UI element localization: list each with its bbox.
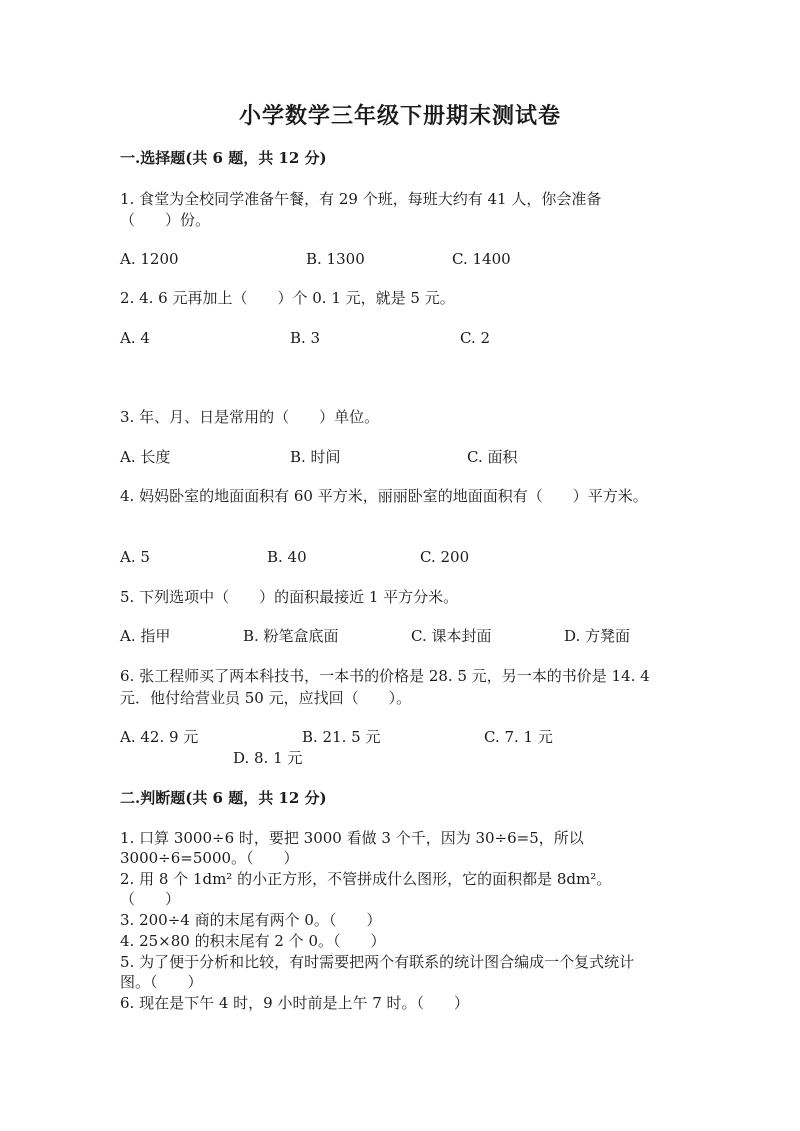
judgment-5-line2: 图。（ ）: [120, 973, 203, 991]
question-3-option-c: C. 面积: [467, 448, 518, 466]
question-5-option-c: C. 课本封面: [411, 627, 492, 645]
question-5-stem: 5. 下列选项中（ ）的面积最接近 1 平方分米。: [120, 588, 459, 606]
judgment-5-line1: 5. 为了便于分析和比较，有时需要把两个有联系的统计图合编成一个复式统计: [120, 953, 635, 971]
question-6-stem-line1: 6. 张工程师买了两本科技书，一本书的价格是 28. 5 元，另一本的书价是 14. 4: [120, 667, 650, 685]
question-3-stem: 3. 年、月、日是常用的（ ）单位。: [120, 408, 380, 426]
question-4-option-c: C. 200: [420, 548, 470, 566]
judgment-1-line2: 3000÷6=5000。（ ）: [120, 849, 299, 867]
judgment-2-line1: 2. 用 8 个 1dm² 的小正方形，不管拼成什么图形，它的面积都是 8dm²。: [120, 870, 612, 888]
question-5-option-a: A. 指甲: [120, 627, 171, 645]
question-2-stem: 2. 4. 6 元再加上（ ）个 0. 1 元，就是 5 元。: [120, 289, 455, 307]
question-1-option-a: A. 1200: [120, 250, 179, 268]
judgment-6: 6. 现在是下午 4 时，9 小时前是上午 7 时。（ ）: [120, 994, 470, 1012]
question-4-stem: 4. 妈妈卧室的地面面积有 60 平方米，丽丽卧室的地面面积有（ ）平方米。: [120, 487, 648, 505]
question-5-option-b: B. 粉笔盒底面: [243, 627, 339, 645]
question-1-option-b: B. 1300: [306, 250, 365, 268]
question-6-option-c: C. 7. 1 元: [484, 728, 553, 746]
section-heading-judgment: 二.判断题(共 6 题，共 12 分): [120, 789, 327, 807]
question-6-option-a: A. 42. 9 元: [120, 728, 199, 746]
question-1-option-c: C. 1400: [452, 250, 511, 268]
question-6-option-b: B. 21. 5 元: [302, 728, 381, 746]
question-2-option-a: A. 4: [120, 329, 150, 347]
judgment-2-line2: （ ）: [120, 890, 181, 908]
question-2-option-b: B. 3: [290, 329, 321, 347]
section-heading-choice: 一.选择题(共 6 题，共 12 分): [120, 149, 327, 167]
question-4-option-a: A. 5: [120, 548, 150, 566]
question-5-option-d: D. 方凳面: [564, 627, 631, 645]
judgment-1-line1: 1. 口算 3000÷6 时，要把 3000 看做 3 个千，因为 30÷6=5，所以: [120, 829, 584, 847]
question-1-stem-line2: （ ）份。: [120, 211, 211, 229]
question-1-stem-line1: 1. 食堂为全校同学准备午餐，有 29 个班，每班大约有 41 人，你会准备: [120, 190, 602, 208]
judgment-4: 4. 25×80 的积末尾有 2 个 0。（ ）: [120, 932, 386, 950]
question-4-option-b: B. 40: [267, 548, 307, 566]
question-2-option-c: C. 2: [460, 329, 491, 347]
judgment-3: 3. 200÷4 商的末尾有两个 0。（ ）: [120, 911, 382, 929]
question-3-option-a: A. 长度: [120, 448, 171, 466]
question-6-stem-line2: 元．他付给营业员 50 元，应找回（ ）。: [120, 689, 412, 707]
question-6-option-d: D. 8. 1 元: [233, 749, 303, 767]
question-3-option-b: B. 时间: [290, 448, 341, 466]
page-title: 小学数学三年级下册期末测试卷: [238, 103, 561, 129]
